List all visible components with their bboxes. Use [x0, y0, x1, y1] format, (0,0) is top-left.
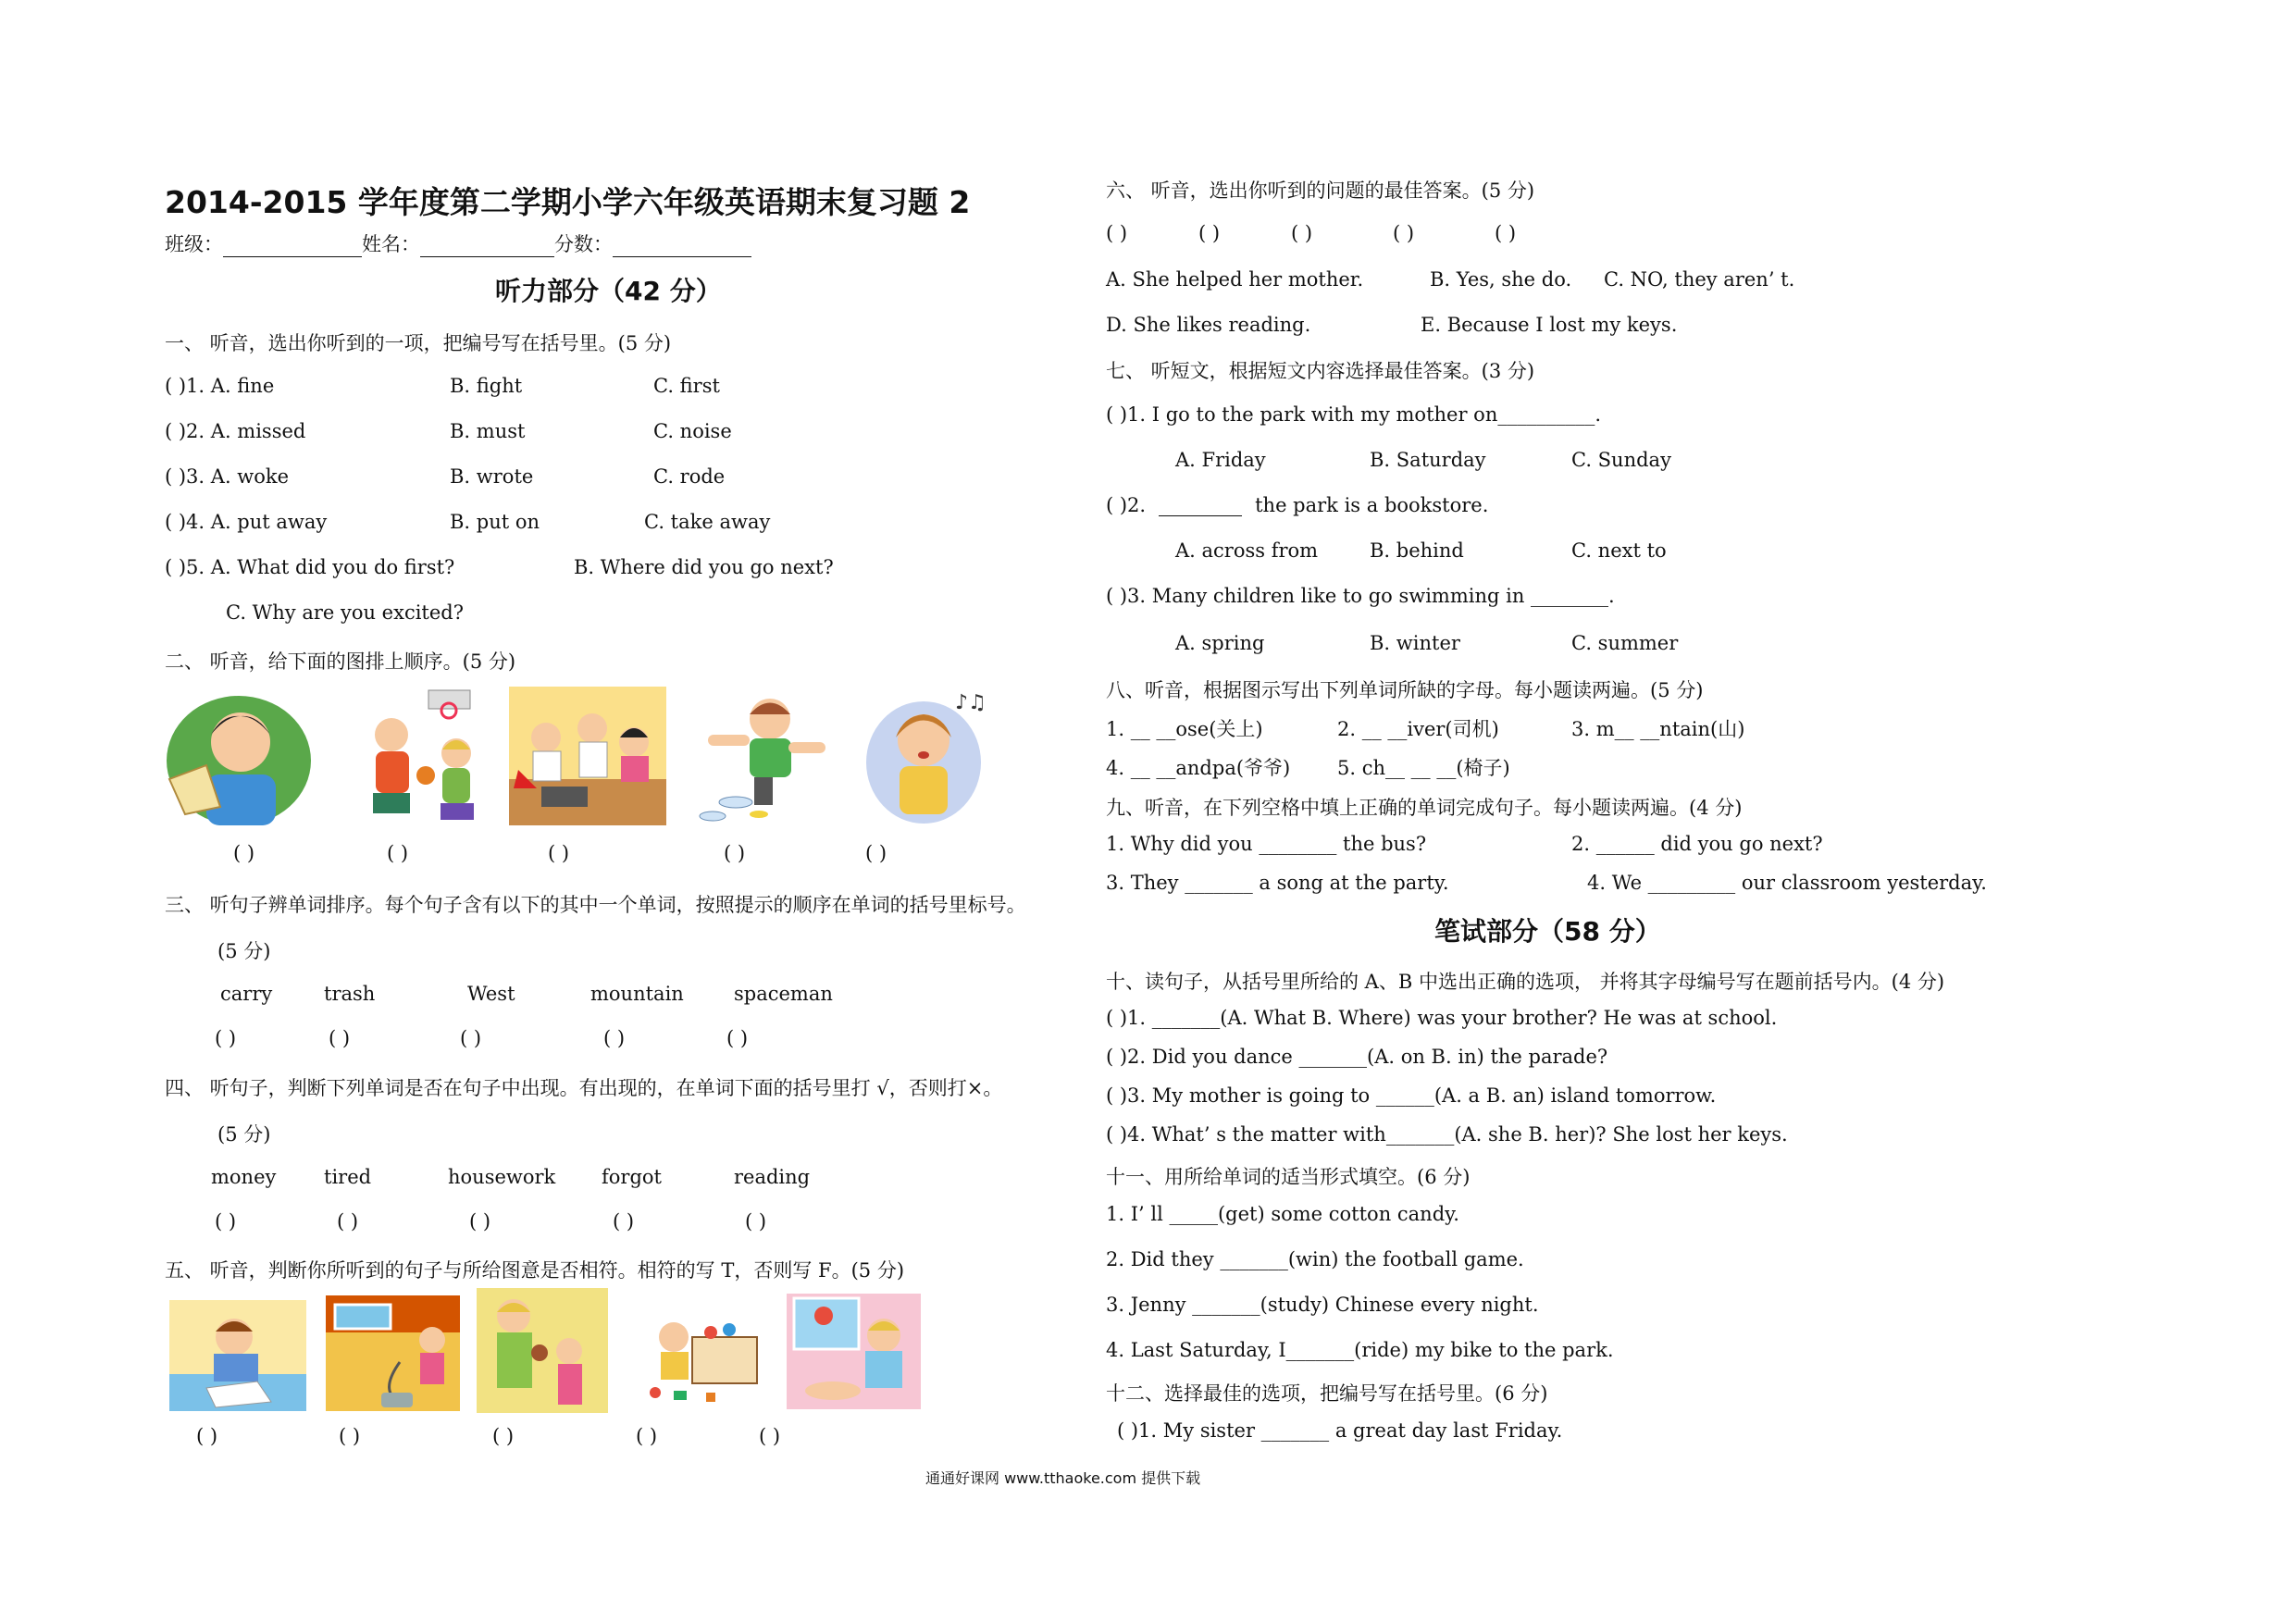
- s4-bracket-3[interactable]: ( ): [469, 1210, 491, 1233]
- s2-bracket-4[interactable]: ( ): [724, 842, 746, 864]
- s1-q1-a: ( )1. A. fine: [165, 375, 275, 397]
- s7-q2-b: B. behind: [1370, 539, 1464, 562]
- s5-bracket-3[interactable]: ( ): [492, 1425, 515, 1447]
- s3-bracket-2[interactable]: ( ): [329, 1027, 351, 1049]
- s7-q3-a: A. spring: [1175, 632, 1265, 654]
- s7-q3-c: C. summer: [1571, 632, 1679, 654]
- s6-bracket-1[interactable]: ( ): [1106, 222, 1128, 244]
- s11-q4: 4. Last Saturday, I_______(ride) my bike to the park.: [1106, 1339, 1614, 1361]
- written-section-title: 笔试部分（58 分）: [1434, 916, 1661, 947]
- s1-q2-a: ( )2. A. missed: [165, 420, 306, 442]
- picture-girl-vacuuming: [326, 1295, 460, 1411]
- s6-option-b: B. Yes, she do.: [1430, 268, 1572, 291]
- s1-q2-b: B. must: [450, 420, 526, 442]
- s11-heading: 十一、用所给单词的适当形式填空。(6 分): [1106, 1166, 1471, 1188]
- s1-q5-c: C. Why are you excited?: [226, 601, 465, 624]
- score-label: 分数：: [554, 233, 613, 255]
- picture-kids-cooking: [509, 687, 666, 825]
- s2-heading: 二、 听音，给下面的图排上顺序。(5 分): [165, 650, 516, 673]
- s7-q2: [1106, 494, 1488, 516]
- s8-heading: 八、听音，根据图示写出下列单词所缺的字母。每小题读两遍。(5 分): [1106, 679, 1704, 701]
- s7-q1-b: B. Saturday: [1370, 449, 1486, 471]
- s3-bracket-5[interactable]: ( ): [726, 1027, 749, 1049]
- page-title: 2014-2015 学年度第二学期小学六年级英语期末复习题 2: [165, 184, 971, 220]
- s3-bracket-4[interactable]: ( ): [603, 1027, 626, 1049]
- listening-section-title: 听力部分（42 分）: [495, 276, 722, 306]
- class-label: 班级：: [165, 233, 223, 255]
- s5-bracket-2[interactable]: ( ): [339, 1425, 361, 1447]
- s1-q5-a: ( )5. A. What did you do first?: [165, 556, 455, 578]
- s6-heading: 六、 听音，选出你听到的问题的最佳答案。(5 分): [1106, 180, 1535, 202]
- s10-q1: ( )1. _______(A. What B. Where) was your brother? He was at school.: [1106, 1007, 1778, 1029]
- s8-item-3: 3. m__ __ntain(山): [1571, 718, 1745, 740]
- s1-q4-b: B. put on: [450, 511, 540, 533]
- s5-heading: 五、 听音，判断你所听到的句子与所给图意是否相符。相符的写 T，否则写 F。(5 分): [165, 1259, 905, 1282]
- s7-q1-c: C. Sunday: [1571, 449, 1671, 471]
- s1-q3-c: C. rode: [653, 465, 726, 488]
- s10-q3: ( )3. My mother is going to ______(A. a B. an) island tomorrow.: [1106, 1084, 1717, 1107]
- footer-credit: 通通好课网 www.tthaoke.com 提供下载: [925, 1469, 1201, 1487]
- s3-word-2: trash: [324, 983, 376, 1005]
- s6-bracket-4[interactable]: ( ): [1393, 222, 1415, 244]
- name-label: 姓名：: [362, 233, 420, 255]
- s6-option-d: D. She likes reading.: [1106, 314, 1311, 336]
- s4-word-3: housework: [448, 1166, 556, 1188]
- s6-bracket-2[interactable]: ( ): [1198, 222, 1221, 244]
- s9-q1: 1. Why did you ________ the bus?: [1106, 833, 1427, 855]
- s12-q1: ( )1. My sister _______ a great day last Friday.: [1117, 1419, 1563, 1442]
- s11-q1: 1. I’ ll _____(get) some cotton candy.: [1106, 1203, 1459, 1225]
- s9-q3: 3. They _______ a song at the party.: [1106, 872, 1449, 894]
- s9-heading: 九、听音，在下列空格中填上正确的单词完成句子。每小题读两遍。(4 分): [1106, 797, 1743, 819]
- picture-boy-writing: [169, 1300, 306, 1411]
- s8-item-4: 4. __ __andpa(爷爷): [1106, 757, 1291, 779]
- s3-word-4: mountain: [590, 983, 684, 1005]
- svg-text:♪♫: ♪♫: [955, 691, 987, 714]
- s7-q3-b: B. winter: [1370, 632, 1460, 654]
- s6-bracket-3[interactable]: ( ): [1291, 222, 1313, 244]
- s10-q4: ( )4. What’ s the matter with_______(A. she B. her)? She lost her keys.: [1106, 1123, 1788, 1146]
- s4-word-5: reading: [734, 1166, 811, 1188]
- s5-bracket-5[interactable]: ( ): [759, 1425, 781, 1447]
- picture-adult-giving-toy: [477, 1288, 608, 1413]
- picture-boy-waking-up: [787, 1294, 921, 1409]
- s3-bracket-3[interactable]: ( ): [460, 1027, 482, 1049]
- s5-bracket-1[interactable]: ( ): [196, 1425, 218, 1447]
- s6-option-e: E. Because I lost my keys.: [1421, 314, 1678, 336]
- s11-q2: 2. Did they _______(win) the football game.: [1106, 1248, 1524, 1270]
- s3-bracket-1[interactable]: ( ): [215, 1027, 237, 1049]
- s1-q5-b: B. Where did you go next?: [574, 556, 834, 578]
- s6-option-c: C. NO, they aren’ t.: [1604, 268, 1795, 291]
- s1-q1-b: B. fight: [450, 375, 523, 397]
- s4-word-2: tired: [324, 1166, 372, 1188]
- s10-heading: 十、读句子，从括号里所给的 A、B 中选出正确的选项， 并将其字母编号写在题前括号内。(4 分): [1106, 971, 1945, 993]
- s4-bracket-4[interactable]: ( ): [613, 1210, 635, 1233]
- s7-q1-a: A. Friday: [1175, 449, 1266, 471]
- s3-heading: 三、 听句子辨单词排序。每个句子含有以下的其中一个单词，按照提示的顺序在单词的括号里标号。: [165, 894, 1026, 916]
- picture-boy-holding-paper: [165, 687, 313, 825]
- s7-q2-c: C. next to: [1571, 539, 1667, 562]
- s7-q2-a: A. across from: [1175, 539, 1319, 562]
- s9-q2: 2. ______ did you go next?: [1571, 833, 1823, 855]
- picture-kids-basketball: [341, 687, 493, 825]
- s4-heading: 四、 听句子，判断下列单词是否在句子中出现。有出现的，在单词下面的括号里打 √，否则打×。: [165, 1077, 1003, 1099]
- s7-q3: ( )3. Many children like to go swimming in ________.: [1106, 585, 1615, 607]
- s4-points: (5 分): [217, 1123, 271, 1146]
- s3-word-5: spaceman: [734, 983, 833, 1005]
- s2-bracket-2[interactable]: ( ): [387, 842, 409, 864]
- s4-bracket-2[interactable]: ( ): [337, 1210, 359, 1233]
- picture-girl-singing: [861, 687, 999, 825]
- info-line: [165, 229, 751, 257]
- s4-word-1: money: [211, 1166, 277, 1188]
- s7-q1: ( )1. I go to the park with my mother on__________.: [1106, 403, 1602, 426]
- class-field[interactable]: [223, 236, 362, 257]
- s8-item-2: 2. __ __iver(司机): [1337, 718, 1499, 740]
- s7-q2-prefix: ( )2.: [1106, 494, 1147, 516]
- s1-q1-c: C. first: [653, 375, 720, 397]
- s12-heading: 十二、选择最佳的选项，把编号写在括号里。(6 分): [1106, 1382, 1548, 1405]
- score-field[interactable]: [613, 236, 751, 257]
- s6-option-a: A. She helped her mother.: [1106, 268, 1364, 291]
- s11-q3: 3. Jenny _______(study) Chinese every night.: [1106, 1294, 1539, 1316]
- name-field[interactable]: [420, 236, 554, 257]
- s10-q2: ( )2. Did you dance _______(A. on B. in) the parade?: [1106, 1046, 1608, 1068]
- picture-boy-toy-box: [637, 1300, 771, 1411]
- s2-bracket-1[interactable]: ( ): [233, 842, 255, 864]
- s8-item-5: 5. ch__ __ __(椅子): [1337, 757, 1510, 779]
- s1-q2-c: C. noise: [653, 420, 732, 442]
- s4-word-4: forgot: [602, 1166, 662, 1188]
- s7-q2-blank[interactable]: [1159, 495, 1242, 516]
- s1-q4-c: C. take away: [644, 511, 771, 533]
- s2-bracket-5[interactable]: ( ): [865, 842, 887, 864]
- s1-q4-a: ( )4. A. put away: [165, 511, 328, 533]
- s3-word-1: carry: [220, 983, 273, 1005]
- picture-boy-dropped-plates: [685, 687, 838, 825]
- s6-bracket-5[interactable]: ( ): [1495, 222, 1517, 244]
- s7-q2-suffix: the park is a bookstore.: [1255, 494, 1489, 516]
- s1-heading: 一、 听音，选出你听到的一项，把编号写在括号里。(5 分): [165, 332, 672, 354]
- s4-bracket-5[interactable]: ( ): [745, 1210, 767, 1233]
- s8-item-1: 1. __ __ose(关上): [1106, 718, 1263, 740]
- s1-q3-b: B. wrote: [450, 465, 534, 488]
- s1-q3-a: ( )3. A. woke: [165, 465, 290, 488]
- s7-heading: 七、 听短文，根据短文内容选择最佳答案。(3 分): [1106, 360, 1535, 382]
- s5-bracket-4[interactable]: ( ): [636, 1425, 658, 1447]
- s3-points: (5 分): [217, 940, 271, 962]
- s4-bracket-1[interactable]: ( ): [215, 1210, 237, 1233]
- s2-bracket-3[interactable]: ( ): [548, 842, 570, 864]
- s3-word-3: West: [467, 983, 515, 1005]
- s9-q4: 4. We _________ our classroom yesterday.: [1587, 872, 1987, 894]
